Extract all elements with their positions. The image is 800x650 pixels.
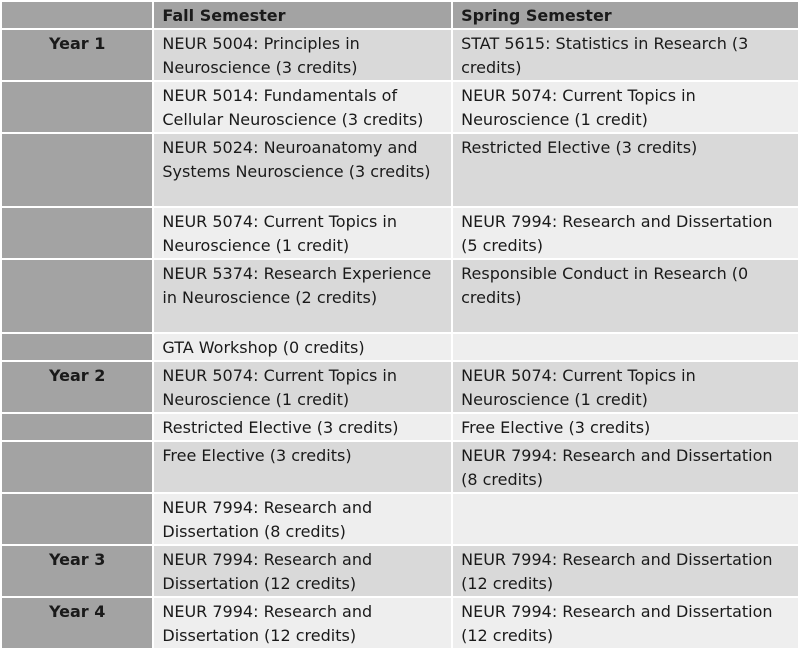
spring-course-cell: NEUR 7994: Research and Dissertation (5 credits) [453,208,798,258]
spring-course-cell: NEUR 7994: Research and Dissertation (8 credits) [453,442,798,492]
table-row [2,414,798,440]
spring-course-cell: STAT 5615: Statistics in Research (3 credits) [453,30,798,80]
year-label [2,260,152,332]
fall-course-cell: NEUR 5374: Research Experience in Neuroscience (2 credits) [154,260,451,332]
fall-course-cell: NEUR 5074: Current Topics in Neuroscience (1 credit) [154,362,451,412]
year-label [2,82,152,132]
fall-semester-header: Fall Semester [154,2,451,28]
table-row [2,260,798,332]
year-label [2,334,152,360]
fall-course-cell: NEUR 7994: Research and Dissertation (12 credits) [154,546,451,596]
year-label [2,494,152,544]
year-label [2,134,152,206]
year-label: Year 1 [2,30,152,80]
fall-course-cell: NEUR 7994: Research and Dissertation (12 credits) [154,598,451,648]
fall-course-cell: NEUR 5024: Neuroanatomy and Systems Neuroscience (3 credits) [154,134,451,206]
spring-course-cell [453,334,798,360]
table-row [2,362,798,412]
spring-semester-header: Spring Semester [453,2,798,28]
fall-course-cell: GTA Workshop (0 credits) [154,334,451,360]
spring-course-cell: NEUR 5074: Current Topics in Neuroscience (1 credit) [453,82,798,132]
fall-course-cell: Free Elective (3 credits) [154,442,451,492]
year-label [2,442,152,492]
fall-course-cell: NEUR 5004: Principles in Neuroscience (3 credits) [154,30,451,80]
fall-course-cell: NEUR 5014: Fundamentals of Cellular Neuroscience (3 credits) [154,82,451,132]
year-label [2,414,152,440]
table-row [2,334,798,360]
fall-course-cell: NEUR 7994: Research and Dissertation (8 credits) [154,494,451,544]
year-label: Year 4 [2,598,152,648]
spring-course-cell: NEUR 7994: Research and Dissertation (12 credits) [453,546,798,596]
table-row [2,494,798,544]
year-label [2,208,152,258]
table-row [2,546,798,596]
fall-course-cell: NEUR 5074: Current Topics in Neuroscience (1 credit) [154,208,451,258]
table-row [2,134,798,206]
spring-course-cell [453,494,798,544]
table-row [2,598,798,648]
year-label: Year 2 [2,362,152,412]
spring-course-cell: NEUR 7994: Research and Dissertation (12 credits) [453,598,798,648]
spring-course-cell: NEUR 5074: Current Topics in Neuroscience (1 credit) [453,362,798,412]
spring-course-cell: Responsible Conduct in Research (0 credits) [453,260,798,332]
spring-course-cell: Restricted Elective (3 credits) [453,134,798,206]
table-row [2,208,798,258]
table-row [2,442,798,492]
fall-course-cell: Restricted Elective (3 credits) [154,414,451,440]
table-row [2,30,798,80]
header-corner-cell [2,2,152,28]
year-label: Year 3 [2,546,152,596]
table-row [2,82,798,132]
spring-course-cell: Free Elective (3 credits) [453,414,798,440]
